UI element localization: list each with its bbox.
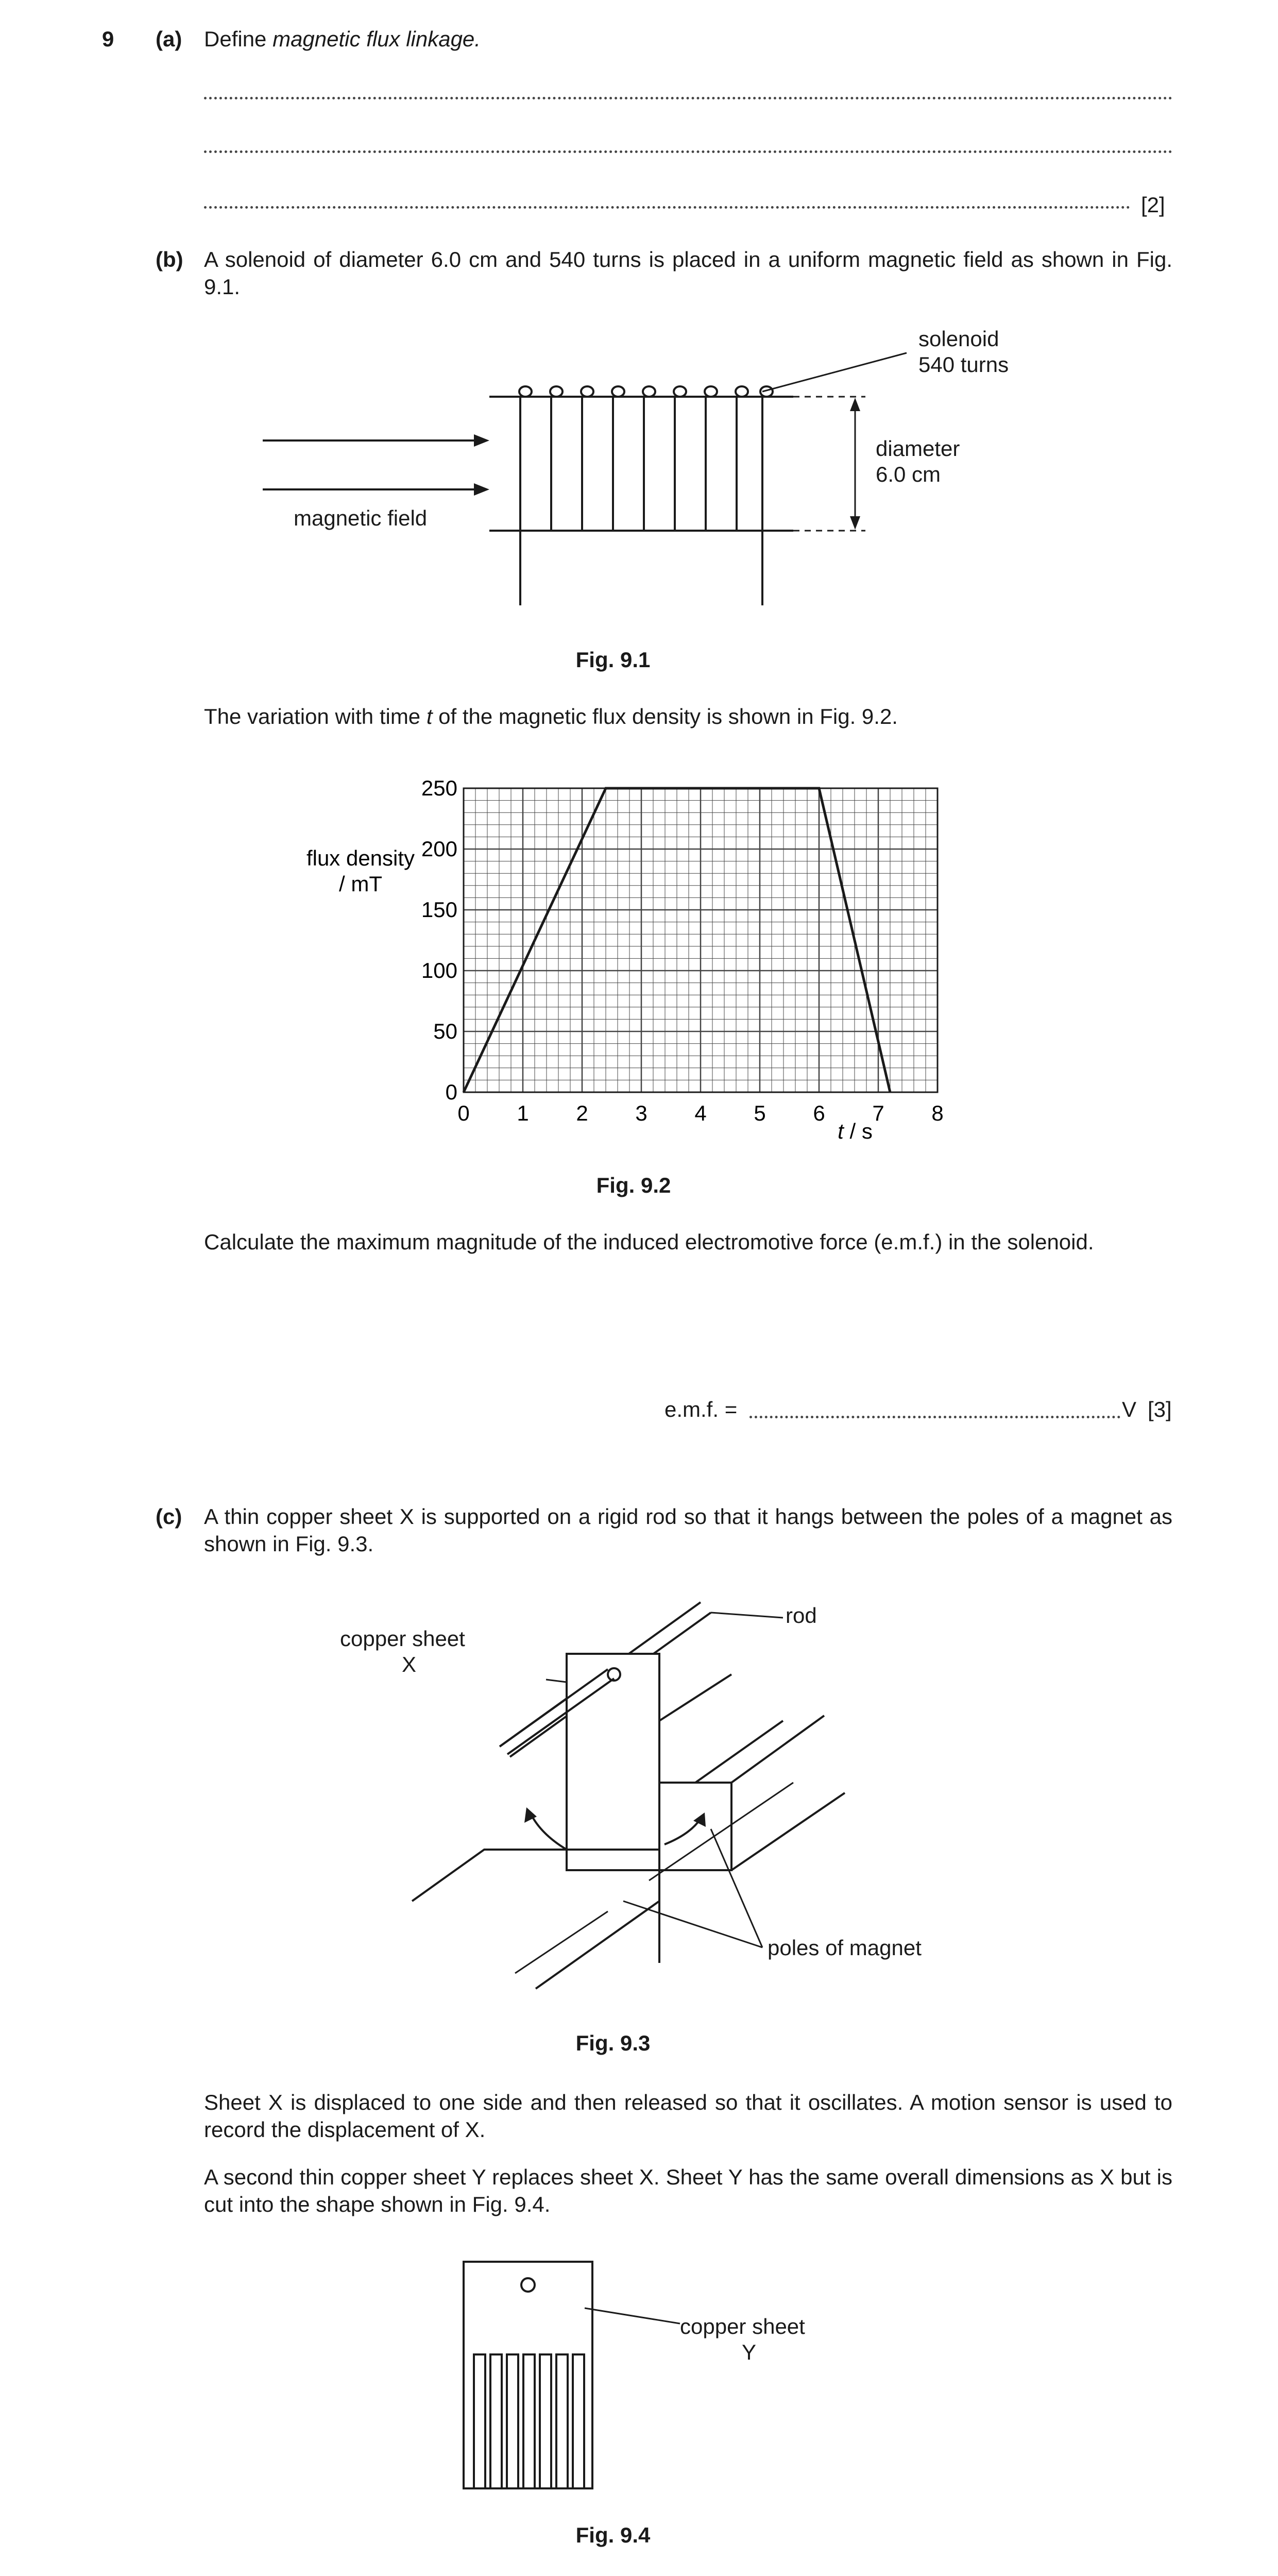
copper-sheet-x-label-2: X [402, 1652, 417, 1676]
part-c-para2: A second thin copper sheet Y replaces sheet X. Sheet Y has the same overall dimensions as X but is cut into the shape shown in Fig. 9.4. [204, 2165, 1172, 2216]
part-a-prompt-term: magnetic flux linkage. [272, 27, 481, 51]
magnet-right-bottom [731, 1793, 845, 1870]
magnet-top-edge [695, 1721, 783, 1783]
swing-arrow-left [531, 1814, 567, 1850]
y-axis-label-line1: flux density [306, 846, 415, 870]
fig-9-1-caption: Fig. 9.1 [575, 648, 651, 672]
y-tick-label: 250 [421, 776, 457, 800]
sheet-y-leader [585, 2308, 680, 2324]
copper-leader [546, 1680, 567, 1682]
graph-intro-pre: The variation with time [204, 704, 427, 728]
graph-ticks [421, 776, 944, 1125]
x-tick-label: 7 [872, 1101, 884, 1125]
marks-a: [2] [1141, 193, 1165, 217]
figure-9-2-graph [258, 752, 1030, 1164]
field-arrowhead-1 [474, 434, 489, 447]
solenoid-leader [762, 353, 907, 392]
emf-label: e.m.f. = [664, 1397, 738, 1421]
marks-b: [3] [1148, 1397, 1172, 1421]
copper-sheet-y-label-2: Y [742, 2340, 757, 2364]
field-arrowhead-2 [474, 483, 489, 496]
x-tick-label: 8 [931, 1101, 944, 1125]
copper-sheet-x-label-1: copper sheet [340, 1626, 465, 1651]
fig-9-2-caption: Fig. 9.2 [596, 1173, 671, 1197]
fig-9-3-caption: Fig. 9.3 [575, 2031, 651, 2055]
graph-intro [204, 703, 898, 731]
x-tick-label: 4 [694, 1101, 707, 1125]
y-axis-label-line2: / mT [339, 872, 382, 896]
part-c-label: (c) [156, 1504, 182, 1529]
y-tick-label: 100 [421, 958, 457, 982]
x-tick-label: 5 [754, 1101, 766, 1125]
x-tick-label: 2 [576, 1101, 588, 1125]
x-tick-label: 3 [635, 1101, 647, 1125]
emf-answer-line[interactable] [749, 1416, 1120, 1418]
part-b-label: (b) [156, 247, 183, 272]
poles-of-magnet-label: poles of magnet [768, 1936, 922, 1960]
question-number: 9 [102, 27, 114, 51]
x-axis-label: t / s [838, 1119, 873, 1143]
solenoid-label-1: solenoid [918, 327, 999, 351]
magnet-back-edge [659, 1674, 731, 1721]
y-tick-label: 150 [421, 897, 457, 922]
part-a-label: (a) [156, 27, 182, 51]
part-a-prompt [204, 26, 481, 53]
x-tick-label: 0 [457, 1101, 470, 1125]
x-tick-label: 6 [813, 1101, 825, 1125]
answer-line-a1[interactable] [204, 97, 1172, 99]
x-tick-label: 1 [517, 1101, 529, 1125]
copper-sheet-x [567, 1654, 659, 1870]
poles-leader-2 [711, 1829, 762, 1947]
magnet-front-bottom [536, 1901, 659, 1989]
answer-line-a2[interactable] [204, 150, 1172, 153]
figure-9-4-sheet-y [453, 2257, 865, 2499]
diameter-label-1: diameter [876, 436, 960, 461]
part-b-intro: A solenoid of diameter 6.0 cm and 540 turns is placed in a uniform magnetic field as shown in Fig. 9.1. [204, 247, 1172, 299]
diameter-label-2: 6.0 cm [876, 462, 941, 486]
rod-label: rod [786, 1603, 817, 1628]
solenoid-label-2: 540 turns [918, 352, 1009, 377]
rod-leader [711, 1613, 783, 1618]
copper-sheet-y-label-1: copper sheet [680, 2314, 805, 2338]
part-c-intro: A thin copper sheet X is supported on a rigid rod so that it hangs between the poles of a magnet as shown in Fig. 9.3. [204, 1504, 1172, 1556]
graph-intro-var: t [426, 704, 433, 728]
graph-intro-post: of the magnetic flux density is shown in Fig. 9.2. [432, 704, 898, 728]
part-b-question: Calculate the maximum magnitude of the induced electromotive force (e.m.f.) in the solenoid. [204, 1230, 1094, 1254]
part-a-prompt-pre: Define [204, 27, 273, 51]
y-tick-label: 200 [421, 837, 457, 861]
solenoid-coil [519, 386, 773, 531]
answer-line-a3[interactable] [204, 206, 1130, 209]
magnetic-field-label: magnetic field [294, 506, 428, 530]
fig-9-4-caption: Fig. 9.4 [575, 2523, 651, 2547]
y-tick-label: 0 [445, 1080, 457, 1104]
poles-leader-1 [623, 1901, 762, 1947]
y-tick-label: 50 [433, 1019, 457, 1043]
part-c-para1: Sheet X is displaced to one side and then released so that it oscillates. A motion sensor is used to record the displacement of X. [204, 2090, 1172, 2142]
emf-unit: V [1122, 1397, 1137, 1421]
